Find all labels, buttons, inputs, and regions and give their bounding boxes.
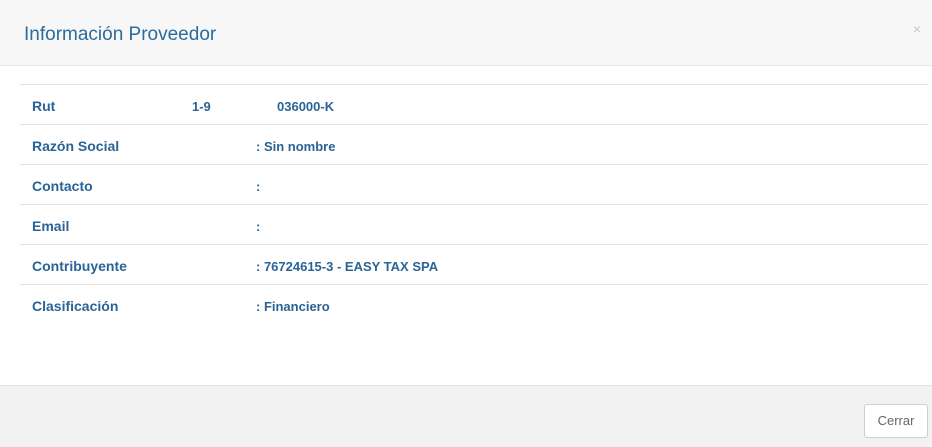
contacto-label: Contacto — [32, 178, 93, 194]
close-icon[interactable]: × — [912, 21, 922, 37]
table-row-email — [20, 205, 928, 245]
modal-title: Información Proveedor — [24, 24, 217, 45]
clasificacion-label: Clasificación — [32, 298, 119, 314]
provider-info-table — [20, 84, 928, 325]
table-row-contribuyente — [20, 245, 928, 285]
rut-value-part2: 036000-K — [277, 99, 335, 114]
rut-value-part1: 1-9 — [192, 99, 211, 114]
razon-social-value: : Sin nombre — [256, 139, 336, 154]
table-row-contacto — [20, 165, 928, 205]
email-label: Email — [32, 218, 70, 234]
close-button[interactable]: Cerrar — [864, 404, 928, 438]
contribuyente-value: : 76724615-3 - EASY TAX SPA — [256, 259, 439, 274]
clasificacion-value: : Financiero — [256, 299, 330, 314]
table-row-clasificacion — [20, 285, 928, 325]
razon-social-label: Razón Social — [32, 138, 120, 154]
table-row-razon-social — [20, 125, 928, 165]
modal-footer — [0, 385, 932, 447]
contacto-value: : — [256, 179, 261, 194]
email-value: : — [256, 219, 261, 234]
modal-header — [0, 0, 932, 66]
contribuyente-label: Contribuyente — [32, 258, 127, 274]
rut-label: Rut — [32, 98, 56, 114]
table-row-rut — [20, 85, 928, 125]
